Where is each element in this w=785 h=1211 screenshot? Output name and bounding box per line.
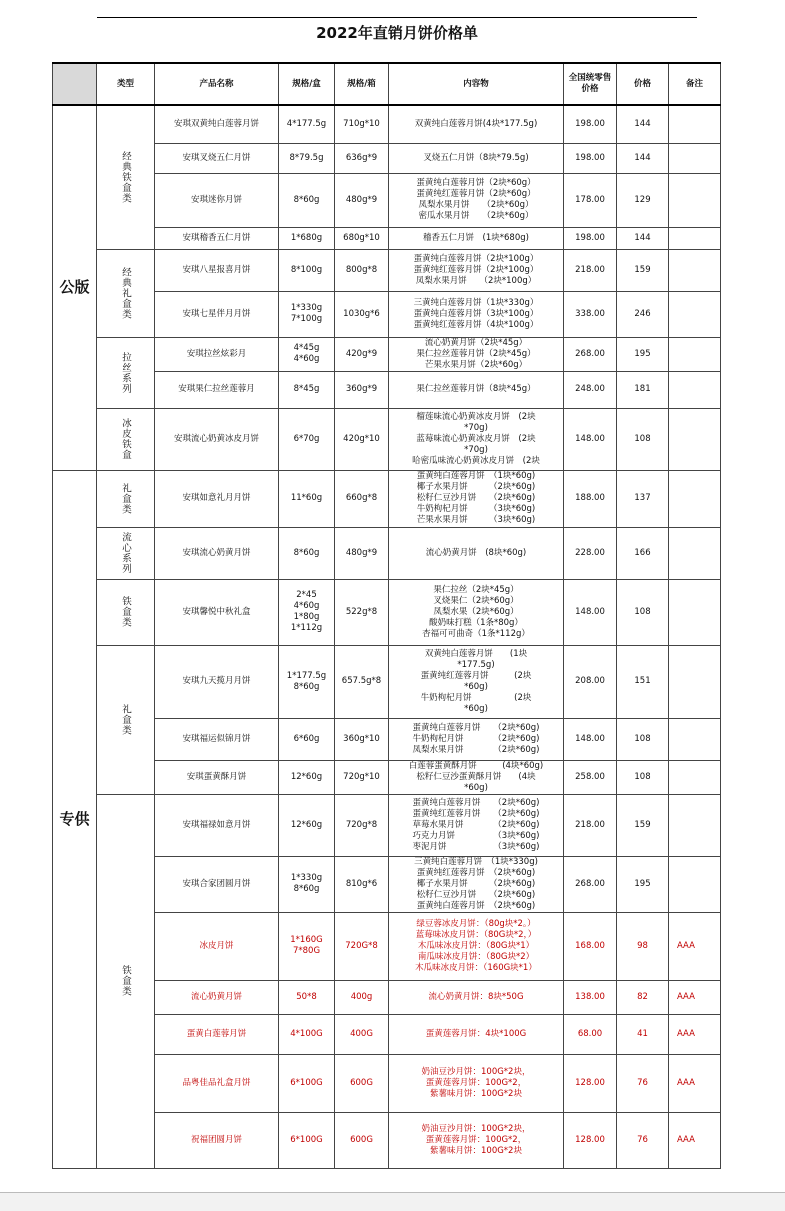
spec-box: 6*100G <box>279 1054 335 1112</box>
spec-box: 8*79.5g <box>279 143 335 173</box>
contents: 榴莲味流心奶黄冰皮月饼 (2块 *70g) 蓝莓味流心奶黄冰皮月饼 (2块 *70g) 哈密瓜味流心奶黄冰皮月饼 (2块 <box>389 408 564 470</box>
category-label: 冰皮铁盒 <box>97 408 155 470</box>
product-name: 安琪迷你月饼 <box>155 173 279 227</box>
contents: 流心奶黄月饼 (8块*60g) <box>389 527 564 579</box>
spec-box: 6*60g <box>279 718 335 760</box>
retail-price: 218.00 <box>564 249 617 291</box>
price: 159 <box>617 794 669 856</box>
note <box>669 249 721 291</box>
retail-price: 148.00 <box>564 408 617 470</box>
product-name: 安琪叉烧五仁月饼 <box>155 143 279 173</box>
spec-box: 11*60g <box>279 470 335 527</box>
table-row <box>53 408 721 470</box>
spec-box: 8*100g <box>279 249 335 291</box>
table-row <box>53 249 721 291</box>
price: 144 <box>617 105 669 143</box>
price: 98 <box>617 912 669 980</box>
product-name: 安琪双黄纯白莲蓉月饼 <box>155 105 279 143</box>
table-row <box>53 105 721 143</box>
contents: 蛋黄纯白莲蓉月饼 （2块*60g) 蛋黄纯红莲蓉月饼 （2块*60g) 草莓水果月饼 （2块*60g) 巧克力月饼 （3块*60g) 枣泥月饼 （3块*60g) <box>389 794 564 856</box>
note <box>669 470 721 527</box>
retail-price: 188.00 <box>564 470 617 527</box>
note <box>669 227 721 249</box>
note: AAA <box>669 1054 721 1112</box>
note <box>669 527 721 579</box>
product-name: 安琪蛋黄酥月饼 <box>155 760 279 794</box>
product-name: 安琪八星报喜月饼 <box>155 249 279 291</box>
spec-case: 400G <box>335 1014 389 1054</box>
note <box>669 105 721 143</box>
spec-case: 660g*8 <box>335 470 389 527</box>
category-label: 铁盒类 <box>97 579 155 645</box>
contents: 三黄纯白莲蓉月饼（1块*330g） 蛋黄纯白莲蓉月饼（3块*100g） 蛋黄纯红莲蓉月饼（4块*100g） <box>389 291 564 337</box>
product-name: 安琪福运似锦月饼 <box>155 718 279 760</box>
header-spec-box: 规格/盒 <box>279 63 335 105</box>
spec-case: 657.5g*8 <box>335 645 389 718</box>
table-row <box>53 794 721 856</box>
retail-price: 68.00 <box>564 1014 617 1054</box>
spec-box: 6*70g <box>279 408 335 470</box>
price: 129 <box>617 173 669 227</box>
contents: 三黄纯白莲蓉月饼 （1块*330g) 蛋黄纯红莲蓉月饼 （2块*60g) 椰子水果月饼 （2块*60g) 松籽仁豆沙月饼 （2块*60g) 蛋黄纯白莲蓉月饼 （2块*60g) <box>389 856 564 912</box>
note <box>669 718 721 760</box>
category-label: 经典礼盒类 <box>97 249 155 337</box>
spec-case: 420g*9 <box>335 337 389 371</box>
spec-case: 636g*9 <box>335 143 389 173</box>
header-row <box>53 63 721 105</box>
price: 159 <box>617 249 669 291</box>
table-row <box>53 337 721 371</box>
product-name: 冰皮月饼 <box>155 912 279 980</box>
retail-price: 148.00 <box>564 579 617 645</box>
spec-box: 8*45g <box>279 371 335 408</box>
contents: 白莲蓉蛋黄酥月饼 (4块*60g) 松籽仁豆沙蛋黄酥月饼 (4块 *60g) <box>389 760 564 794</box>
contents: 果仁拉丝（2块*45g） 叉烧果仁（2块*60g） 凤梨水果（2块*60g） 酸奶味打糕（1条*80g） 杏福可可曲奇（1条*112g） <box>389 579 564 645</box>
retail-price: 268.00 <box>564 337 617 371</box>
spec-case: 720G*8 <box>335 912 389 980</box>
product-name: 安琪如意礼月月饼 <box>155 470 279 527</box>
note <box>669 579 721 645</box>
spec-box: 4*100G <box>279 1014 335 1054</box>
price: 76 <box>617 1112 669 1168</box>
contents: 双黄纯白莲蓉月饼(4块*177.5g) <box>389 105 564 143</box>
price: 151 <box>617 645 669 718</box>
spec-box: 8*60g <box>279 527 335 579</box>
retail-price: 198.00 <box>564 227 617 249</box>
spec-box: 1*330g 7*100g <box>279 291 335 337</box>
group-label: 公版 <box>53 105 97 470</box>
retail-price: 208.00 <box>564 645 617 718</box>
retail-price: 148.00 <box>564 718 617 760</box>
spec-case: 360g*10 <box>335 718 389 760</box>
product-name: 品粤佳品礼盒月饼 <box>155 1054 279 1112</box>
header-type: 类型 <box>97 63 155 105</box>
spec-case: 800g*8 <box>335 249 389 291</box>
retail-price: 128.00 <box>564 1054 617 1112</box>
retail-price: 198.00 <box>564 143 617 173</box>
contents: 奶油豆沙月饼：100G*2块， 蛋黄莲蓉月饼：100G*2， 紫薯味月饼：100G*2块 <box>389 1054 564 1112</box>
spec-case: 720g*10 <box>335 760 389 794</box>
category-label: 拉丝系列 <box>97 337 155 408</box>
contents: 蛋黄纯白莲蓉月饼（2块*60g） 蛋黄纯红莲蓉月饼（2块*60g） 凤梨水果月饼 （2块*60g） 密瓜水果月饼 （2块*60g） <box>389 173 564 227</box>
contents: 绿豆蓉冰皮月饼：（80g块*2。） 蓝莓味冰皮月饼：（80G块*2，） 木瓜味冰皮月饼：（80G块*1） 南瓜味冰皮月饼：（80G块*2） 木瓜味冰皮月饼：（160G块*1） <box>389 912 564 980</box>
spec-box: 12*60g <box>279 760 335 794</box>
price-table <box>52 62 721 1169</box>
spec-case: 720g*8 <box>335 794 389 856</box>
contents: 蛋黄纯白莲蓉月饼（2块*100g） 蛋黄纯红莲蓉月饼（2块*100g） 凤梨水果月饼 （2块*100g） <box>389 249 564 291</box>
price: 82 <box>617 980 669 1014</box>
note <box>669 291 721 337</box>
group-label: 专供 <box>53 470 97 1168</box>
header-price: 价格 <box>617 63 669 105</box>
price: 144 <box>617 227 669 249</box>
note: AAA <box>669 980 721 1014</box>
spec-box: 50*8 <box>279 980 335 1014</box>
product-name: 安琪稽香五仁月饼 <box>155 227 279 249</box>
product-name: 安琪合家团圆月饼 <box>155 856 279 912</box>
table-row <box>53 579 721 645</box>
note <box>669 143 721 173</box>
header-product-name: 产品名称 <box>155 63 279 105</box>
retail-price: 138.00 <box>564 980 617 1014</box>
spec-box: 1*330g 8*60g <box>279 856 335 912</box>
header-retail-price: 全国统零售价格 <box>564 63 617 105</box>
spec-case: 810g*6 <box>335 856 389 912</box>
note <box>669 173 721 227</box>
product-name: 安琪九天揽月月饼 <box>155 645 279 718</box>
contents: 稽香五仁月饼 (1块*680g) <box>389 227 564 249</box>
spec-case: 522g*8 <box>335 579 389 645</box>
product-name: 祝福团圆月饼 <box>155 1112 279 1168</box>
spec-box: 8*60g <box>279 173 335 227</box>
header-note: 备注 <box>669 63 721 105</box>
category-label: 流心系列 <box>97 527 155 579</box>
spec-box: 6*100G <box>279 1112 335 1168</box>
retail-price: 228.00 <box>564 527 617 579</box>
sheet-scroll-area[interactable] <box>0 1192 785 1211</box>
spec-box: 1*680g <box>279 227 335 249</box>
table-row <box>53 527 721 579</box>
price: 166 <box>617 527 669 579</box>
product-name: 安琪拉丝炫彩月 <box>155 337 279 371</box>
spec-case: 600G <box>335 1112 389 1168</box>
price: 246 <box>617 291 669 337</box>
retail-price: 198.00 <box>564 105 617 143</box>
product-name: 安琪七星伴月月饼 <box>155 291 279 337</box>
product-name: 安琪福禄如意月饼 <box>155 794 279 856</box>
contents: 流心奶黄月饼（2块*45g） 果仁拉丝莲蓉月饼（2块*45g） 芒果水果月饼（2块*60g） <box>389 337 564 371</box>
spec-case: 480g*9 <box>335 527 389 579</box>
spec-case: 680g*10 <box>335 227 389 249</box>
category-label: 礼盒类 <box>97 645 155 794</box>
contents: 蛋黄纯白莲蓉月饼 （2块*60g) 牛奶枸杞月饼 （2块*60g) 凤梨水果月饼 （2块*60g) <box>389 718 564 760</box>
note <box>669 760 721 794</box>
retail-price: 178.00 <box>564 173 617 227</box>
retail-price: 338.00 <box>564 291 617 337</box>
spec-case: 1030g*6 <box>335 291 389 337</box>
price: 41 <box>617 1014 669 1054</box>
retail-price: 128.00 <box>564 1112 617 1168</box>
contents: 双黄纯白莲蓉月饼 (1块 *177.5g) 蛋黄纯红莲蓉月饼 (2块 *60g) 牛奶枸杞月饼 (2块 *60g) <box>389 645 564 718</box>
product-name: 安琪果仁拉丝莲蓉月 <box>155 371 279 408</box>
spec-case: 480g*9 <box>335 173 389 227</box>
spec-case: 710g*10 <box>335 105 389 143</box>
contents: 蛋黄莲蓉月饼：4块*100G <box>389 1014 564 1054</box>
price: 108 <box>617 760 669 794</box>
price: 76 <box>617 1054 669 1112</box>
note: AAA <box>669 1112 721 1168</box>
retail-price: 168.00 <box>564 912 617 980</box>
price: 137 <box>617 470 669 527</box>
category-label: 经典铁盒类 <box>97 105 155 249</box>
note <box>669 408 721 470</box>
note <box>669 794 721 856</box>
note: AAA <box>669 912 721 980</box>
retail-price: 248.00 <box>564 371 617 408</box>
price: 144 <box>617 143 669 173</box>
contents: 蛋黄纯白莲蓉月饼 （1块*60g) 椰子水果月饼 （2块*60g) 松籽仁豆沙月饼 （2块*60g) 牛奶枸杞月饼 （3块*60g) 芒果水果月饼 （3块*60g) <box>389 470 564 527</box>
contents: 叉烧五仁月饼（8块*79.5g) <box>389 143 564 173</box>
price: 195 <box>617 337 669 371</box>
header-contents: 内容物 <box>389 63 564 105</box>
spec-case: 400g <box>335 980 389 1014</box>
spec-case: 600G <box>335 1054 389 1112</box>
spec-box: 1*160G 7*80G <box>279 912 335 980</box>
spec-case: 360g*9 <box>335 371 389 408</box>
page-title: 2022年直销月饼价格单 <box>316 24 478 42</box>
product-name: 安琪馨悦中秋礼盒 <box>155 579 279 645</box>
retail-price: 258.00 <box>564 760 617 794</box>
price: 108 <box>617 408 669 470</box>
header-blank <box>53 63 97 105</box>
note: AAA <box>669 1014 721 1054</box>
spec-box: 1*177.5g 8*60g <box>279 645 335 718</box>
contents: 果仁拉丝莲蓉月饼（8块*45g） <box>389 371 564 408</box>
category-label: 铁盒类 <box>97 794 155 1168</box>
spec-box: 12*60g <box>279 794 335 856</box>
product-name: 蛋黄白莲蓉月饼 <box>155 1014 279 1054</box>
spec-box: 2*45 4*60g 1*80g 1*112g <box>279 579 335 645</box>
price: 108 <box>617 579 669 645</box>
note <box>669 645 721 718</box>
contents: 奶油豆沙月饼：100G*2块， 蛋黄莲蓉月饼：100G*2， 紫薯味月饼：100G*2块 <box>389 1112 564 1168</box>
spec-case: 420g*10 <box>335 408 389 470</box>
table-row <box>53 470 721 527</box>
header-spec-case: 规格/箱 <box>335 63 389 105</box>
price: 195 <box>617 856 669 912</box>
spec-box: 4*45g 4*60g <box>279 337 335 371</box>
product-name: 安琪流心奶黄月饼 <box>155 527 279 579</box>
price: 108 <box>617 718 669 760</box>
product-name: 流心奶黄月饼 <box>155 980 279 1014</box>
table-row <box>53 645 721 718</box>
note <box>669 371 721 408</box>
price: 181 <box>617 371 669 408</box>
note <box>669 856 721 912</box>
retail-price: 268.00 <box>564 856 617 912</box>
retail-price: 218.00 <box>564 794 617 856</box>
product-name: 安琪流心奶黄冰皮月饼 <box>155 408 279 470</box>
category-label: 礼盒类 <box>97 470 155 527</box>
title-rule <box>97 17 697 18</box>
spec-box: 4*177.5g <box>279 105 335 143</box>
contents: 流心奶黄月饼：8块*50G <box>389 980 564 1014</box>
note <box>669 337 721 371</box>
